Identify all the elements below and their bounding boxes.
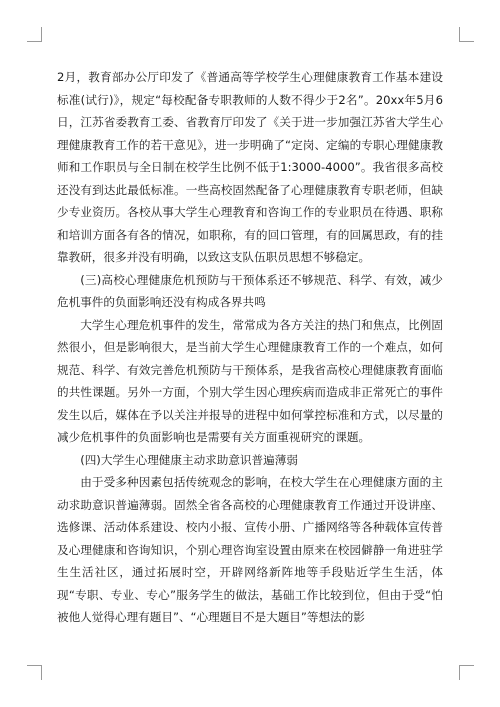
crop-mark-bottom-left [27, 665, 42, 680]
paragraph-help-seeking: 由于受多种因素包括传统观念的影响，在校大学生在心理健康方面的主动求助意识普遍薄弱。固然全省各高校的心理健康教育工作通过开设讲座、选修课、活动体系建设、校内小报、宣传小册、广播网络等各种载体宣传普及心理健康和咨询知识，个别心理咨询室设置由原来在校园僻静一角进驻学生生活社区，通过拓展时空，开辟网络新阵地等手段贴近学生生活，体现“专职、专业、专心”服务学生的做法，基础工作比较到位，但由于受“怕被他人觉得心理有题目”、“心理题目不是大题目”等想法的影 [57, 475, 443, 624]
crop-mark-top-left [27, 27, 42, 42]
section-heading-4: (四)大学生心理健康主动求助意识普遍薄弱 [80, 452, 298, 467]
paragraph-crisis: 大学生心理危机事件的发生，常常成为各方关注的热门和焦点，比例固然很小，但是影响很大，是当前大学生心理健康教育工作的一个难点，如何规范、科学、有效完善危机预防与干预体系，是我省高校心理健康教育面临的共性课题。另外一方面，个别大学生因心理疾病而造成非正常死亡的事件发生以后，媒体在予以关注并报导的进程中如何掌控标准和方式，以尽量的减少危机事件的负面影响也是需要有关方面重视研究的课题。 [57, 317, 443, 444]
paragraph-staffing: 2月，教育部办公厅印发了《普通高等学校学生心理健康教育工作基本建设标准(试行)》，规定“每校配备专职教师的人数不得少于2名”。20xx年5月6日，江苏省委教育工委、省教育厅印发了《关于进一步加强江苏省大学生心理健康教育工作的若干意见》，进一步明确了“定岗、定编的专职心理健康教师和工作职员与全日制在校学生比例不低于1:3000-4000”。我省很多高校还没有到达此最低标准。一些高校固然配备了心理健康教育专职老师，但缺少专业资历。各校从事大学生心理教育和咨询工作的专业职员在待遇、职称和培训方面各有各的情况，如职称，有的回口管理，有的回属思政，有的挂靠教研，很多并没有明确，以致这支队伍职员思想不够稳定。 [57, 70, 443, 264]
document-body [57, 66, 443, 629]
crop-mark-top-right [459, 27, 474, 42]
section-heading-3: (三)高校心理健康危机预防与干预体系还不够规范、科学、有效，减少危机事件的负面影响还没有构成各界共鸣 [57, 272, 443, 309]
crop-mark-bottom-right [459, 665, 474, 680]
